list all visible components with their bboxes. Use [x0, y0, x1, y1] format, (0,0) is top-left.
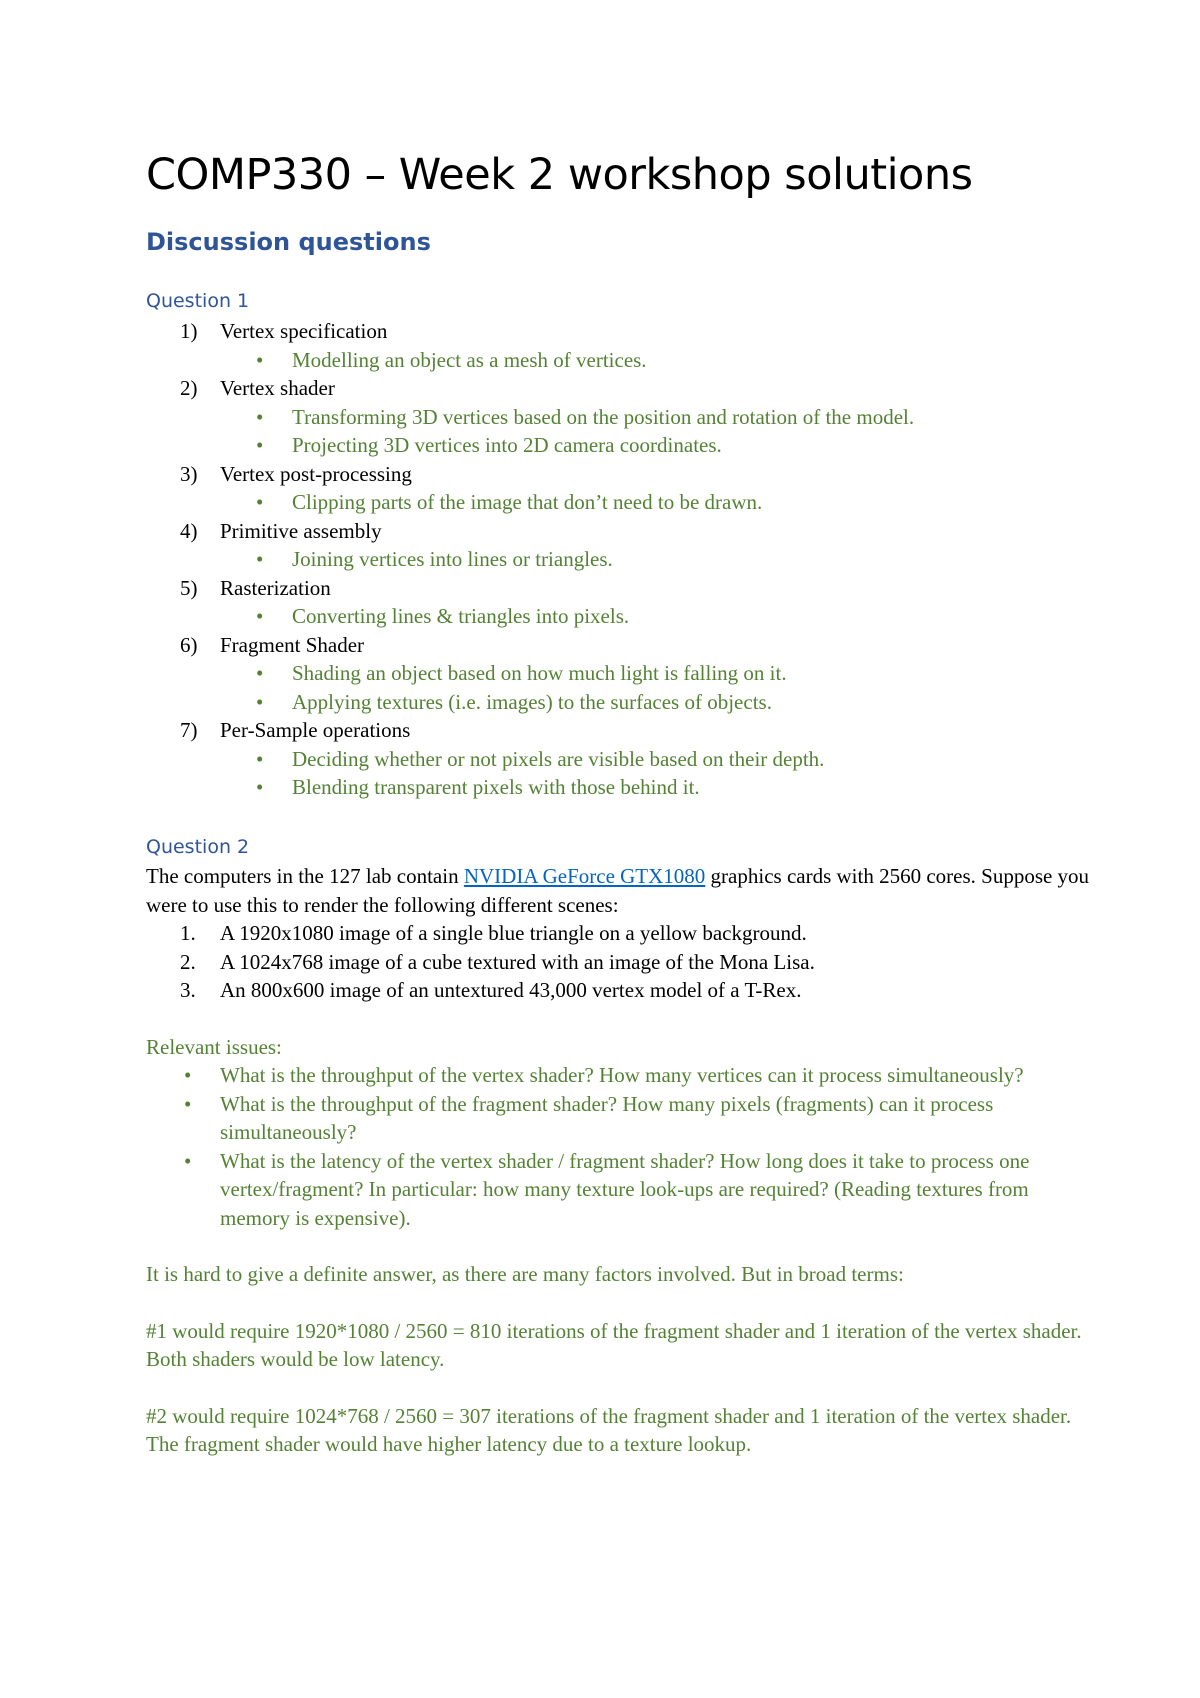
section-heading: Discussion questions — [146, 227, 431, 256]
bullet-item: • Clipping parts of the image that don’t need to be drawn. — [146, 488, 1090, 517]
bullet-item: • Modelling an object as a mesh of vertices. — [146, 346, 1090, 375]
step-number: 7) — [180, 718, 198, 743]
step-label: Vertex post-processing — [220, 461, 412, 486]
issues-heading: Relevant issues: — [146, 1034, 282, 1059]
step-bullets — [220, 602, 1090, 631]
step-number: 6) — [180, 632, 198, 657]
scenes-list — [146, 919, 1090, 1005]
pipeline-step — [146, 374, 1090, 460]
step-bullets — [220, 488, 1090, 517]
intro-text: graphics cards with 2560 cores. Suppose you were to use this to render the following different scenes: — [146, 864, 1090, 917]
step-bullets — [220, 403, 1090, 460]
pipeline-step — [146, 317, 1090, 374]
step-bullets — [220, 545, 1090, 574]
pipeline-steps-list — [146, 317, 1090, 802]
answer-paragraph: #1 would require 1920*1080 / 2560 = 810 iterations of the fragment shader and 1 iteration of the vertex shader. Both shaders would be low latency. — [146, 1318, 1082, 1372]
step-label: Primitive assembly — [220, 518, 382, 543]
scene-text: A 1920x1080 image of a single blue triangle on a yellow background. — [220, 921, 807, 946]
question-2-heading: Question 2 — [146, 835, 250, 858]
scene-text: An 800x600 image of an untextured 43,000 vertex model of a T-Rex. — [220, 978, 802, 1003]
step-number: 4) — [180, 518, 198, 543]
issue-item: • What is the throughput of the fragment shader? How many pixels (fragments) can it process simultaneously? — [146, 1090, 1090, 1147]
scene-number: 3. — [180, 978, 196, 1003]
scene-number: 2. — [180, 949, 196, 974]
bullet-item: • Joining vertices into lines or triangles. — [146, 545, 1090, 574]
page-title: COMP330 – Week 2 workshop solutions — [146, 150, 973, 200]
scene-number: 1. — [180, 921, 196, 946]
bullet-item: • Shading an object based on how much light is falling on it. — [146, 659, 1090, 688]
step-label: Fragment Shader — [220, 632, 365, 657]
scene-item — [146, 919, 1090, 948]
step-label: Per-Sample operations — [220, 718, 411, 743]
step-number: 5) — [180, 575, 198, 600]
step-label: Vertex shader — [220, 376, 335, 401]
step-label: Rasterization — [220, 575, 331, 600]
scene-text: A 1024x768 image of a cube textured with an image of the Mona Lisa. — [220, 949, 815, 974]
scene-item — [146, 976, 1090, 1005]
question-1-heading: Question 1 — [146, 290, 250, 313]
step-bullets — [220, 659, 1090, 716]
pipeline-step — [146, 574, 1090, 631]
answer-paragraph: It is hard to give a definite answer, as there are many factors involved. But in broad terms: — [146, 1262, 904, 1287]
bullet-item: • Projecting 3D vertices into 2D camera coordinates. — [146, 431, 1090, 460]
pipeline-step — [146, 460, 1090, 517]
intro-text: The computers in the 127 lab contain — [146, 864, 464, 889]
bullet-item: • Transforming 3D vertices based on the position and rotation of the model. — [146, 403, 1090, 432]
issues-list — [146, 1061, 1090, 1232]
gpu-link[interactable]: NVIDIA GeForce GTX1080 — [463, 864, 706, 889]
issue-item: • What is the throughput of the vertex shader? How many vertices can it process simultaneously? — [146, 1061, 1090, 1090]
step-number: 3) — [180, 461, 198, 486]
bullet-item: • Applying textures (i.e. images) to the surfaces of objects. — [146, 688, 1090, 717]
scene-item — [146, 948, 1090, 977]
pipeline-step — [146, 631, 1090, 717]
bullet-item: • Converting lines & triangles into pixels. — [146, 602, 1090, 631]
issue-item: • What is the latency of the vertex shader / fragment shader? How long does it take to process one vertex/fragment? In particular: how many texture look-ups are required? (Reading textures from memory is expensive). — [146, 1147, 1090, 1233]
bullet-item: • Blending transparent pixels with those behind it. — [146, 773, 1090, 802]
step-number: 2) — [180, 376, 198, 401]
step-bullets — [220, 346, 1090, 375]
answer-paragraph: #2 would require 1024*768 / 2560 = 307 iterations of the fragment shader and 1 iteration of the vertex shader. The fragment shader would have higher latency due to a texture lookup. — [146, 1403, 1072, 1457]
pipeline-step — [146, 517, 1090, 574]
pipeline-step — [146, 716, 1090, 802]
step-bullets — [220, 745, 1090, 802]
question-2-intro — [146, 862, 1090, 919]
bullet-item: • Deciding whether or not pixels are visible based on their depth. — [146, 745, 1090, 774]
step-label: Vertex specification — [220, 319, 388, 344]
step-number: 1) — [180, 319, 198, 344]
